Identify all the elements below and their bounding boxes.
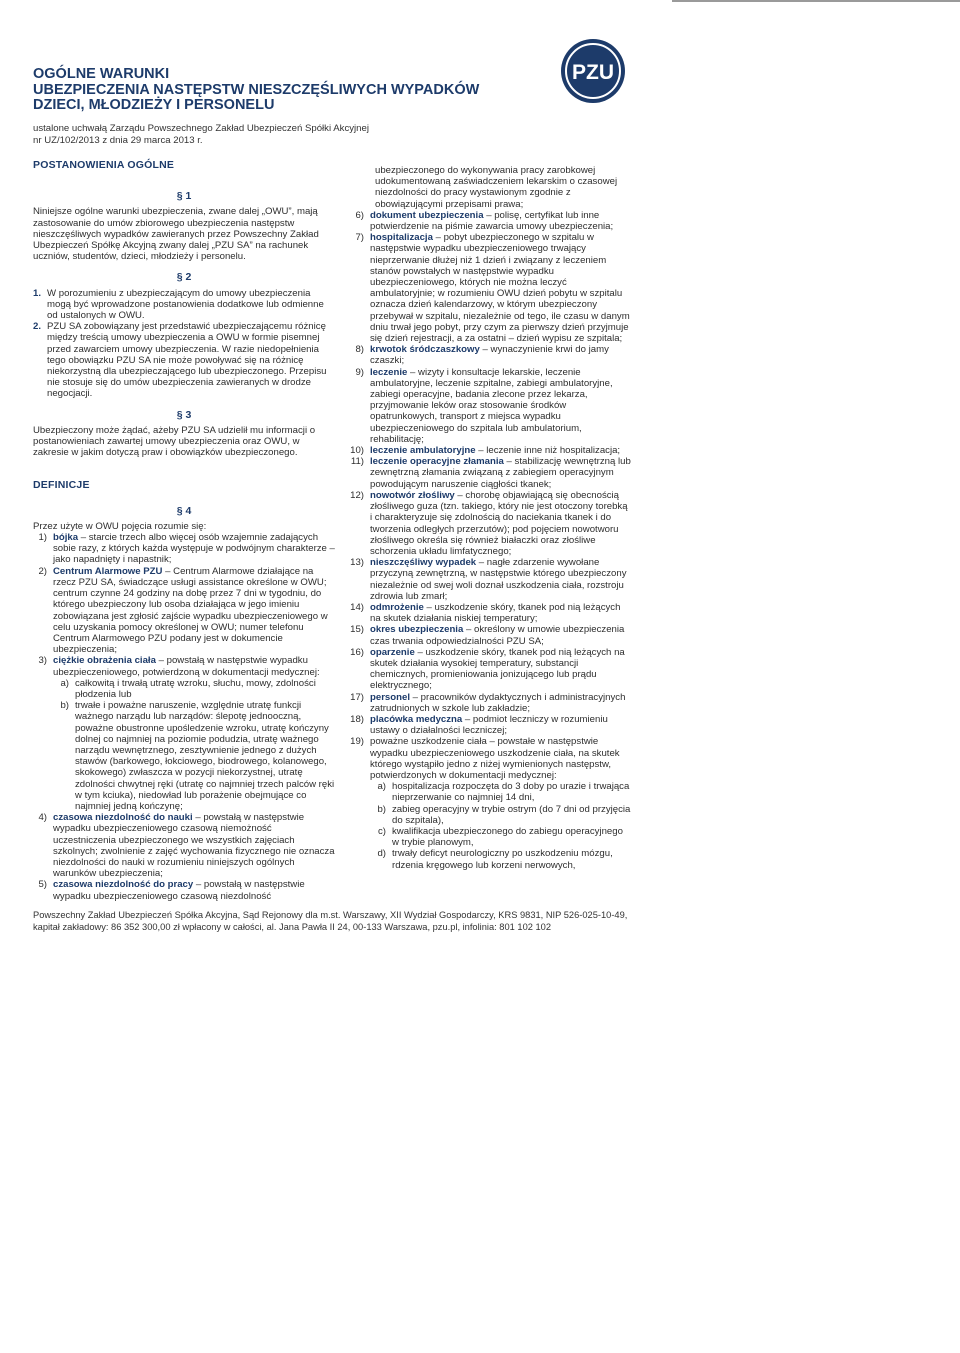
definition-text: poważne uszkodzenie ciała – powstałe w następstwie wypadku ubezpieczeniowego uszkodzenie ciała, na skutek którego wystąpiło jedno z niżej wymienionych następstw, potwierdzonych w dokumentacji medycznej: — [370, 736, 620, 781]
definition-item — [350, 344, 632, 366]
section-heading-general: POSTANOWIENIA OGÓLNE — [33, 159, 175, 171]
definition-body — [370, 692, 632, 714]
definition-body — [370, 647, 632, 692]
definition-number: 7) — [355, 232, 364, 244]
footer-line-2: kapitał zakładowy: 86 352 300,00 zł wpłacony w całości, al. Jana Pawła II 24, 00-133 Warszawa, pzu.pl, infolinia: 801 102 102 — [33, 921, 552, 932]
definition-subitem — [53, 700, 335, 812]
definition-subitem — [53, 678, 335, 700]
paragraph-mark-4: § 4 — [176, 504, 192, 517]
definition-number: 10) — [350, 445, 364, 457]
definition-text: – nagłe zdarzenie wywołane przyczyną zewnętrzną, w następstwie którego ubezpieczony niezależnie od swej woli doznał uszkodzenia ciała, rozstroju zdrowia lub zmarł; — [370, 557, 627, 602]
definition-number: 4) — [38, 812, 47, 824]
paragraph-3-text: Ubezpieczony może żądać, ażeby PZU SA udzielił mu informacji o postanowieniach zawartej umowy ubezpieczenia oraz OWU, w zakresie w jakim dotyczą praw i obowiązków ubezpieczonego. — [33, 424, 316, 459]
subitem-letter: c) — [378, 825, 386, 837]
item-text: PZU SA zobowiązany jest przedstawić ubezpieczającemu różnicę między treścią umowy ubezpieczenia a OWU w formie pisemnej przed zawarciem umowy ubezpieczenia. W razie niedopełnienia tego obowiązku PZU SA nie może powoływać się na różnicę niekorzystną dla ubezpieczającego lub ubezpieczonego. Przepisu nie stosuje się do umów ubezpieczenia zawieranych w drodze negocjacji. — [47, 321, 327, 400]
document-title — [33, 67, 553, 114]
definition-term: krwotok śródczaszkowy — [370, 344, 480, 356]
definition-item — [350, 165, 632, 210]
definition-number: 9) — [355, 366, 364, 378]
subitem-text: trwały deficyt neurologiczny po uszkodzeniu mózgu, rdzenia kręgowego lub korzeni nerwowych, — [392, 848, 613, 871]
footer-line-1: Powszechny Zakład Ubezpieczeń Spółka Akcyjna, Sąd Rejonowy dla m.st. Warszawy, XII Wydział Gospodarczy, KRS 9831, NIP 526-025-10-49, — [33, 910, 628, 920]
subitem-text: kwalifikacja ubezpieczonego do zabiegu operacyjnego w trybie planowym, — [392, 825, 623, 849]
definition-text: – uszkodzenie skóry, tkanek pod nią leżących na skutek działania niskiej temperatury; — [370, 601, 621, 625]
definition-text: – podmiot leczniczy w rozumieniu ustawy o działalności leczniczej; — [370, 713, 608, 737]
definition-term: placówka medyczna — [370, 713, 463, 725]
definition-body — [53, 532, 335, 566]
item-number: 2. — [33, 321, 42, 333]
definition-number: 19) — [350, 736, 364, 748]
definition-body — [370, 210, 632, 232]
definition-term: leczenie operacyjne złamania — [370, 456, 504, 468]
definition-number: 13) — [350, 557, 364, 569]
subitem-text: zabieg operacyjny w trybie ostrym (do 7 dni od przyjęcia do szpitala), — [392, 803, 631, 826]
definitions-list-left — [33, 532, 335, 902]
subtitle-line-2: nr UZ/102/2013 z dnia 29 marca 2013 r. — [33, 134, 203, 146]
subitem-letter: b) — [377, 803, 386, 815]
definition-body — [370, 624, 632, 646]
document-footer — [33, 910, 633, 933]
definition-text: ubezpieczonego do wykonywania pracy zarobkowej udokumentowaną zaświadczeniem lekarskim o czasowej niezdolności do pracy wystawionym zgodnie z obowiązującymi przepisami prawa; — [375, 165, 618, 210]
definition-text: – starcie trzech albo więcej osób wzajemnie zadających sobie razy, z których każda występuje w podwójnym charakterze – jako napadnięty i napastnik; — [53, 532, 335, 566]
definition-number: 3) — [38, 655, 47, 667]
definition-body — [370, 445, 632, 456]
definition-term: czasowa niezdolność do nauki — [53, 812, 193, 824]
definition-term: dokument ubezpieczenia — [370, 209, 484, 221]
definition-item — [350, 232, 632, 344]
definition-number: 5) — [38, 879, 47, 891]
definition-number: 1) — [38, 532, 47, 544]
definition-body — [370, 232, 632, 344]
paragraph-2-item-1 — [33, 288, 335, 322]
definition-text: – powstałą w następstwie wypadku ubezpieczeniowego czasową niemożność uczestniczenia ubezpieczonego we wszystkich zajęciach szkolnych; zwolnienie z zajęć wychowania fizycznego nie oznacza niezdolności do nauki w rozumieniu niniejszych ogólnych warunków ubezpieczenia; — [53, 812, 335, 880]
definition-item — [350, 692, 632, 714]
definition-term: odmrożenie — [370, 601, 424, 613]
definition-term: personel — [370, 691, 410, 703]
definition-term: bójka — [53, 532, 79, 544]
definition-item — [33, 812, 335, 879]
definition-term: oparzenie — [370, 646, 415, 658]
definition-item — [33, 566, 335, 656]
definition-text: – leczenie inne niż hospitalizacja; — [475, 445, 621, 457]
subitem-text: całkowitą i trwałą utratę wzroku, słuchu, mowy, zdolności płodzenia lub — [75, 677, 316, 700]
scan-edge-line — [672, 0, 960, 2]
definition-number: 12) — [350, 489, 364, 501]
definition-term: nieszczęśliwy wypadek — [370, 557, 477, 569]
definition-body — [375, 165, 632, 210]
definition-number: 11) — [350, 456, 364, 468]
definition-body — [370, 714, 632, 736]
definition-body — [370, 602, 632, 624]
paragraph-mark-3: § 3 — [176, 408, 192, 421]
definition-text: – uszkodzenie skóry, tkanek pod nią leżących na skutek działania wysokiej temperatury, substancji chemicznych, promieniowania jonizującego lub prądu elektrycznego; — [370, 646, 625, 692]
definition-body — [53, 566, 335, 656]
definition-number: 6) — [355, 209, 364, 221]
paragraph-mark-1: § 1 — [176, 190, 192, 203]
definition-item — [33, 655, 335, 812]
definition-text: – powstałą w następstwie wypadku ubezpieczeniowego czasową niezdolność — [53, 879, 305, 902]
paragraph-mark-2: § 2 — [176, 271, 192, 284]
definition-term: czasowa niezdolność do pracy — [53, 879, 194, 891]
definition-term: ciężkie obrażenia ciała — [53, 655, 156, 667]
definition-item — [350, 456, 632, 490]
definition-body — [370, 456, 632, 490]
definitions-list-right — [350, 165, 632, 871]
subtitle-line-1: ustalone uchwałą Zarządu Powszechnego Zakład Ubezpieczeń Spółki Akcyjnej — [33, 122, 369, 134]
document-header — [33, 67, 553, 147]
definition-number: 15) — [350, 624, 364, 636]
definition-item — [350, 602, 632, 624]
definition-number: 2) — [38, 565, 47, 577]
definition-item — [350, 714, 632, 736]
definition-item — [350, 647, 632, 692]
definition-item — [350, 367, 632, 445]
paragraph-4-intro: Przez użyte w OWU pojęcia rozumie się: — [33, 520, 207, 532]
definition-text: – wynaczynienie krwi do jamy czaszki; — [370, 344, 609, 367]
definition-body — [370, 557, 632, 602]
definition-text: – określony w umowie ubezpieczenia czas trwania odpowiedzialności PZU SA; — [370, 624, 625, 647]
definition-term: leczenie — [370, 366, 408, 378]
definition-number: 8) — [355, 344, 364, 356]
definition-term: okres ubezpieczenia — [370, 624, 464, 636]
subitem-letter: b) — [60, 700, 69, 712]
definition-body — [370, 736, 632, 870]
paragraph-2-item-2 — [33, 321, 335, 399]
definition-body — [53, 655, 335, 812]
definition-item — [33, 532, 335, 566]
definition-text: – stabilizację wewnętrzną lub zewnętrzną złamania związaną z zabiegiem operacyjnym powodującym naruszenie ciągłości tkanek; — [370, 456, 631, 490]
definition-subitem — [370, 826, 632, 848]
subitem-text: trwałe i poważne naruszenie, względnie utratę funkcji ważnego narządu lub narządów: ślepotę jednooczną, poważne obustronne upośledzenie wzroku, utratę kończyny dolnej co najmniej na poziomie podudzia, utratę ważnego narządu wewnętrznego, zesztywnienie jednego z dużych stawów (barkowego, łokciowego, biodrowego, kolanowego, skokowego) zwłaszcza w pozycji niekorzystnej, utratę zdolności chwytnej ręki (utratę co najmniej trzech palców ręki w tym kciuka), niedowład lub porażenie obejmujące co najmniej jedną kończynę; — [75, 700, 335, 812]
definition-item — [350, 557, 632, 602]
definition-text: – polisę, certyfikat lub inne potwierdzenie na piśmie zawarcia umowy ubezpieczenia; — [370, 209, 614, 233]
definition-number: 17) — [350, 691, 364, 703]
definition-text: – chorobę objawiającą się obecnością złośliwego guza (tzn. takiego, który nie jest otoczony torebką i charakteryzuje się zdolnością do naciekania tkanek i do tworzenia odległych przerzutów); pod pojęciem nowotworu złośliwego określa się również białaczki oraz złośliwe schorzenia układu limfatycznego; — [370, 489, 628, 557]
definition-item — [350, 624, 632, 646]
definition-term: leczenie ambulatoryjne — [370, 445, 476, 457]
definition-text: – pracowników dydaktycznych i administracyjnych zatrudnionych w szkole lub zakładzie; — [370, 691, 626, 714]
definition-number: 14) — [350, 601, 364, 613]
definition-item — [350, 445, 632, 456]
subitem-letter: d) — [377, 848, 386, 860]
definition-body — [53, 879, 335, 901]
subitem-text: hospitalizacja rozpoczęta do 3 doby po urazie i trwająca nieprzerwanie co najmniej 14 dni, — [392, 781, 630, 804]
subitem-letter: a) — [377, 781, 386, 793]
definition-body — [53, 812, 335, 879]
title-line-3: DZIECI, MŁODZIEŻY I PERSONELU — [33, 97, 275, 113]
definition-item — [350, 736, 632, 870]
definition-body — [370, 344, 632, 366]
definition-body — [370, 367, 632, 445]
definition-number: 16) — [350, 646, 364, 658]
definition-item — [350, 490, 632, 557]
definition-number — [350, 165, 375, 210]
title-line-2: UBEZPIECZENIA NASTĘPSTW NIESZCZĘŚLIWYCH WYPADKÓW — [33, 81, 480, 98]
title-line-1: OGÓLNE WARUNKI — [33, 66, 170, 82]
definition-item — [33, 879, 335, 901]
section-heading-definitions: DEFINICJE — [33, 479, 90, 492]
left-column — [33, 160, 335, 902]
definition-text: – powstałą w następstwie wypadku ubezpieczeniowego, potwierdzoną w dokumentacji medycznej: — [53, 655, 320, 678]
item-text: W porozumieniu z ubezpieczającym do umowy ubezpieczenia mogą być wprowadzone postanowienia dodatkowe lub odmienne od ustalonych w OWU. — [47, 287, 324, 322]
subitem-letter: a) — [60, 677, 69, 689]
definition-text: – Centrum Alarmowe działające na rzecz PZU SA, świadczące usługi assistance określone w OWU; centrum czynne 24 godziny na dobę przez 7 dni w tygodniu, do którego ubezpieczony lub osoba działająca w jego imieniu zobowiązana jest zgłosić zajście wypadku ubezpieczeniowego w celu uzyskania pomocy określonej w OWU; numer telefonu Centrum Alarmowego PZU podany jest w dokumencie ubezpieczenia; — [53, 565, 328, 656]
item-number: 1. — [33, 287, 42, 299]
definition-subitem — [370, 804, 632, 826]
definition-body — [370, 490, 632, 557]
definition-term: hospitalizacja — [370, 232, 433, 244]
right-column — [350, 165, 632, 871]
definition-subitem — [370, 781, 632, 803]
definition-term: nowotwór złośliwy — [370, 489, 455, 501]
pzu-logo — [560, 38, 626, 104]
definition-number: 18) — [350, 713, 364, 725]
definition-subitem — [370, 848, 632, 870]
definition-item — [350, 210, 632, 232]
paragraph-1-text: Niniejsze ogólne warunki ubezpieczenia, zwane dalej „OWU”, mają zastosowanie do umów zbiorowego ubezpieczenia następstw nieszczęśliwych wypadków zawieranych przez Powszechny Zakład Ubezpieczeń Spółkę Akcyjną zwany dalej „PZU SA” na rachunek uczniów, studentów, dzieci, młodzieży i personelu. — [33, 206, 319, 263]
definition-term: Centrum Alarmowe PZU — [53, 565, 163, 577]
pzu-logo-text: PZU — [572, 61, 614, 84]
document-subtitle — [33, 123, 553, 147]
definition-text: – wizyty i konsultacje lekarskie, leczenie ambulatoryjne, leczenie szpitalne, zabiegi ambulatoryjne, zabiegi operacyjne, badania zlecone przez lekarza, przyjmowanie leków oraz stosowanie środków opatrunkowych, transport z miejsca wypadku ubezpieczeniowego do szpitala lub ambulatorium, rehabilitację; — [370, 366, 613, 445]
definition-text: – pobyt ubezpieczonego w szpitalu w następstwie wypadku ubezpieczeniowego trwający nieprzerwanie dłużej niż 1 dzień i związany z leczeniem stanów powstałych w następstwie wypadku ubezpieczeniowego, których nie można leczyć ambulatoryjnie; w rozumieniu OWU dzień pobytu w szpitalu oznacza dzień kalendarzowy, w którym ubezpieczony przebywał w szpitalu, niezależnie od tego, ile czasu w danym dniu trwał jego pobyt, przy czym za pierwszy dzień przyjmuje się dzień rejestracji, a za ostatni – dzień wypisu ze szpitala; — [370, 232, 630, 345]
